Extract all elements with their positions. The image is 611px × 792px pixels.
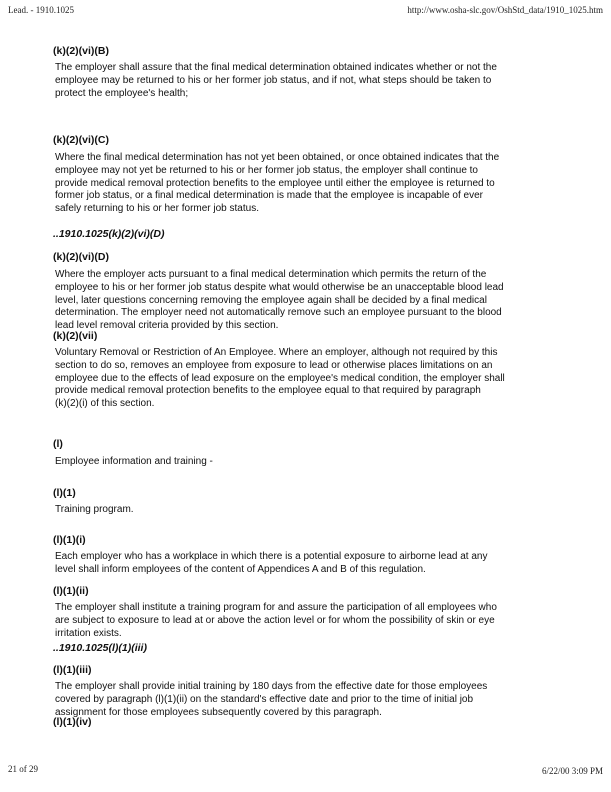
paragraph-line: employee to his or her former job status despite what would otherwise be an unacceptable blood lead	[55, 281, 504, 293]
section-heading: (k)(2)(vi)(D)	[53, 251, 109, 263]
paragraph-line: The employer shall assure that the final medical determination obtained indicates whether or not the	[55, 62, 497, 73]
paragraph	[55, 269, 504, 333]
paragraph	[55, 602, 497, 640]
section-heading: (k)(2)(vi)(C)	[53, 134, 109, 146]
paragraph-line: covered by paragraph (l)(1)(ii) on the standard's effective date and prior to the time of initial job	[55, 693, 474, 705]
paragraph	[55, 347, 505, 411]
paragraph-line: Voluntary Removal or Restriction of An Employee. Where an employer, although not required by this	[55, 347, 498, 358]
section-heading: (l)	[53, 438, 63, 450]
print-datetime: 6/22/00 3:09 PM	[541, 766, 603, 776]
paragraph	[55, 504, 134, 517]
paragraph-line: employee due to the effects of lead exposure on the employee's medical condition, the employer shall	[55, 372, 505, 384]
paragraph-line: provide medical removal protection benefits to the employee equal to that required by paragraph	[55, 385, 481, 397]
page-header-url: http://www.osha-slc.gov/OshStd_data/1910_1025.htm	[407, 5, 603, 15]
paragraph	[55, 681, 487, 719]
section-anchor-label: ..1910.1025(l)(1)(iii)	[53, 642, 147, 654]
paragraph-line: irritation exists.	[55, 627, 122, 639]
section-heading: (l)(1)(ii)	[53, 585, 89, 597]
paragraph-line: section to do so, removes an employee from exposure to lead or otherwise places limitations on an	[55, 359, 493, 371]
paragraph-line: former job status, or a final medical determination is made that the employee is incapable of ever	[55, 190, 483, 202]
section-heading: (l)(1)(i)	[53, 534, 86, 546]
paragraph-line: lead level removal criteria provided by this section.	[55, 320, 279, 332]
paragraph-line: safely returning to his or her former job status.	[55, 203, 259, 215]
paragraph-line: Employee information and training -	[55, 456, 213, 467]
paragraph	[55, 456, 213, 469]
section-heading: (l)(1)	[53, 487, 76, 499]
paragraph-line: Each employer who has a workplace in which there is a potential exposure to airborne lead at any	[55, 551, 488, 562]
paragraph-line: Training program.	[55, 504, 134, 515]
paragraph-line: The employer shall institute a training program for and assure the participation of all employees who	[55, 602, 497, 613]
page-number: 21 of 29	[8, 764, 38, 774]
paragraph-line: Where the employer acts pursuant to a final medical determination which permits the return of the	[55, 269, 487, 280]
section-heading: (k)(2)(vii)	[53, 330, 98, 342]
section-anchor-label: ..1910.1025(k)(2)(vi)(D)	[53, 228, 165, 240]
paragraph-line: are subject to exposure to lead at or above the action level or for whom the possibility of skin or eye	[55, 614, 495, 626]
paragraph-line: assignment for those employees subsequently covered by this paragraph.	[55, 706, 382, 718]
section-heading: (l)(1)(iv)	[53, 716, 92, 728]
page-header-title: Lead. - 1910.1025	[8, 5, 74, 15]
paragraph-line: employee may be returned to his or her former job status, and if not, what steps should be taken to	[55, 74, 492, 86]
paragraph-line: employee may not yet be returned to his or her former job status, the employer shall continue to	[55, 164, 478, 176]
paragraph	[55, 551, 487, 577]
section-heading: (k)(2)(vi)(B)	[53, 45, 109, 57]
paragraph-line: (k)(2)(i) of this section.	[55, 398, 155, 410]
paragraph	[55, 152, 499, 216]
paragraph-line: protect the employee's health;	[55, 87, 189, 99]
paragraph	[55, 62, 497, 100]
paragraph-line: provide medical removal protection benefits to the employee until either the employee is returned to	[55, 177, 495, 189]
section-heading: (l)(1)(iii)	[53, 664, 92, 676]
paragraph-line: determination. The employer need not automatically remove such an employee pursuant to the blood	[55, 307, 502, 319]
paragraph-line: The employer shall provide initial training by 180 days from the effective date for those employees	[55, 681, 488, 692]
paragraph-line: level, later questions concerning removing the employee again shall be decided by a final medical	[55, 294, 487, 306]
paragraph-line: level shall inform employees of the content of Appendices A and B of this regulation.	[55, 563, 426, 575]
paragraph-line: Where the final medical determination has not yet been obtained, or once obtained indicates that the	[55, 152, 500, 163]
